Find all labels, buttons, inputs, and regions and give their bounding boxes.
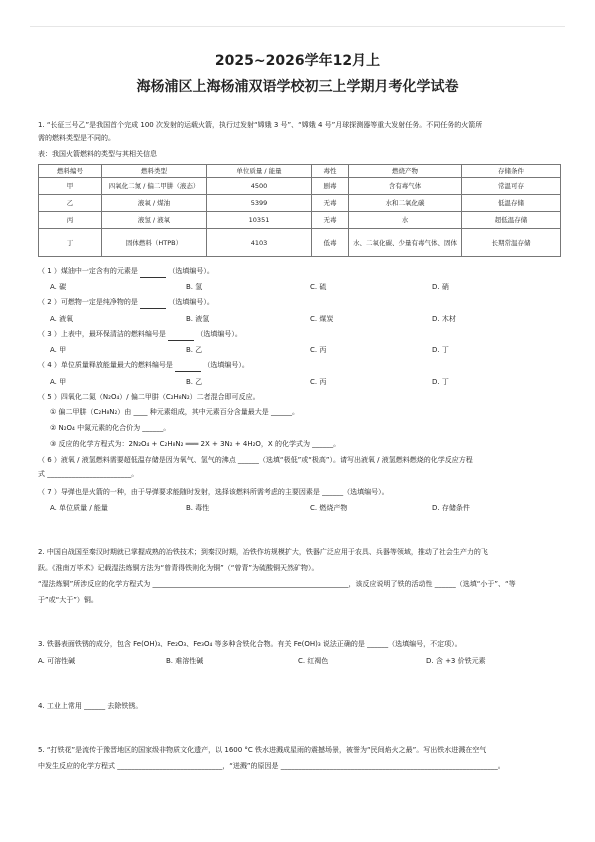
table-cell: 常温可存: [462, 178, 561, 195]
table-cell: 低毒: [312, 229, 349, 257]
q1-sub1-text: （ 1 ）煤油中一定含有的元素是: [38, 267, 138, 275]
q1-sub3-option-c[interactable]: C. 丙: [310, 346, 327, 354]
title-line-2: 海杨浦区上海杨浦双语学校初三上学期月考化学试卷: [136, 79, 459, 95]
q1-sub5-part1: ① 偏二甲肼（C₂H₈N₂）由 ____ 种元素组成，其中元素百分含量最大是 ______。: [50, 408, 299, 416]
q1-sub4-option-b[interactable]: B. 乙: [186, 378, 203, 386]
table-row: [39, 212, 561, 229]
answer-blank[interactable]: [140, 277, 166, 278]
table-cell: 液氧 / 煤油: [102, 195, 207, 212]
q3-line-1: 3. 铁器表面铁锈的成分，包含 Fe(OH)₃、Fe₂O₃、Fe₃O₄ 等多种含铁化合物。有关 Fe(OH)₃ 说法正确的是 ______（选填编号，不定项）。: [38, 640, 462, 648]
table-row: [39, 229, 561, 257]
q3-option-b[interactable]: B. 难溶性碱: [166, 657, 204, 665]
table-cell: 超低温存储: [462, 212, 561, 229]
q1-sub4: [38, 359, 563, 372]
q1-sub3-option-a[interactable]: A. 甲: [50, 346, 67, 354]
table-cell: 水和二氧化碳: [349, 195, 462, 212]
q1-sub2-option-a[interactable]: A. 液氧: [50, 315, 74, 323]
q1-sub1: [38, 265, 563, 278]
table-header-row: [39, 165, 561, 178]
q1-sub1-option-d[interactable]: D. 硝: [432, 283, 449, 291]
table-row: [39, 195, 561, 212]
table-row: [39, 178, 561, 195]
q1-sub3-tail: （选填编号）。: [196, 330, 242, 338]
q1-sub7: （ 7 ）导弹也是火箭的一种，由于导弹要求能随时发射，选择该燃料所需考虑的主要因素是 ______（选填编号）。: [38, 488, 389, 496]
table-header-cell: 燃料类型: [102, 165, 207, 178]
table-cell: 10351: [207, 212, 312, 229]
q1-sub5-part2: ② N₂O₄ 中氮元素的化合价为 ______。: [50, 424, 171, 432]
table-header-cell: 燃烧产物: [349, 165, 462, 178]
q1-sub7-option-d[interactable]: D. 存储条件: [432, 504, 470, 512]
q1-sub2-text: （ 2 ）可燃物一定是纯净物的是: [38, 298, 138, 306]
q1-sub4-text: （ 4 ）单位质量释放能量最大的燃料编号是: [38, 361, 173, 369]
q1-sub1-option-a[interactable]: A. 碳: [50, 283, 67, 291]
table-cell: 剧毒: [312, 178, 349, 195]
table-cell: 无毒: [312, 212, 349, 229]
q1-sub6-line1: （ 6 ）液氧 / 液氢燃料需要超低温存储是因为氧气、氢气的沸点 ______（选填“极低”或“极高”）。请写出液氧 / 液氢燃料燃烧的化学反应方程: [38, 456, 473, 464]
q1-sub5-part3: ③ 反应的化学方程式为：2N₂O₄ + C₂H₈N₂ ═══ 2X + 3N₂ + 4H₂O，X 的化学式为 ______。: [50, 440, 341, 448]
q1-sub2-option-c[interactable]: C. 煤炭: [310, 315, 334, 323]
table-cell: 丙: [39, 212, 102, 229]
q1-sub2-option-b[interactable]: B. 液氢: [186, 315, 210, 323]
answer-blank[interactable]: [175, 371, 201, 372]
table-header-cell: 存储条件: [462, 165, 561, 178]
q4-line-1: 4. 工业上常用 ______ 去除铁锈。: [38, 702, 143, 710]
top-divider: [30, 26, 565, 27]
table-header-cell: 毒性: [312, 165, 349, 178]
q5-line-1: 5. “打铁花”是流传于豫晋地区的国家级非物质文化遗产，以 1600 °C 铁水进溅成星雨的震撼场景，被誉为“民间焰火之最”。写出铁水进溅在空气: [38, 746, 487, 754]
table-cell: 4103: [207, 229, 312, 257]
q1-table-caption: 表：我国火箭燃料的类型与其相关信息: [38, 150, 157, 158]
table-cell: 无毒: [312, 195, 349, 212]
q1-sub7-option-a[interactable]: A. 单位质量 / 能量: [50, 504, 108, 512]
q1-sub3: [38, 328, 563, 341]
q3-option-a[interactable]: A. 可溶性碱: [38, 657, 76, 665]
table-header-cell: 单位质量 / 能量: [207, 165, 312, 178]
q1-sub5: （ 5 ）四氧化二氮（N₂O₄）/ 偏二甲肼（C₂H₈N₂）二者混合即可反应。: [38, 393, 260, 401]
table-cell: 乙: [39, 195, 102, 212]
answer-blank[interactable]: [168, 340, 194, 341]
q1-sub1-option-b[interactable]: B. 氢: [186, 283, 203, 291]
q1-sub3-option-b[interactable]: B. 乙: [186, 346, 203, 354]
table-cell: 4500: [207, 178, 312, 195]
answer-blank[interactable]: [140, 308, 166, 309]
q2-line-2: 跃。《淮南万毕术》记载湿法炼铜方法为“曾青得铁则化为铜”（“曾青”为硫酸铜天然矿物）。: [38, 564, 319, 572]
q3-option-c[interactable]: C. 红褐色: [298, 657, 329, 665]
q2-line-1: 2. 中国自战国至秦汉时期就已掌握成熟的冶铁技术；到秦汉时期，冶铁作坊规模扩大，铁器广泛应用于农具、兵器等领域，推动了社会生产力的飞: [38, 548, 488, 556]
q1-sub3-text: （ 3 ）上表中，最环保清洁的燃料编号是: [38, 330, 166, 338]
q1-stem-line-1: 1. “长征三号乙”是我国首个完成 100 次发射的运载火箭，执行过发射“嫦娥 3 号”、“嫦娥 4 号”月球探测器等重大发射任务。不同任务的火箭所: [38, 121, 483, 129]
q1-sub4-option-c[interactable]: C. 丙: [310, 378, 327, 386]
q1-sub4-tail: （选填编号）。: [203, 361, 249, 369]
q2-line-3: “湿法炼铜”所涉反应的化学方程式为 ________________________________________________________，该反应说明了铁的活动性 ______（选填“小于”、“等: [38, 580, 516, 588]
table-cell: 四氧化二氮 / 偏二甲肼（液态）: [102, 178, 207, 195]
q1-sub7-option-b[interactable]: B. 毒性: [186, 504, 210, 512]
q1-sub6-line2: 式 ________________________。: [38, 470, 139, 478]
table-cell: 丁: [39, 229, 102, 257]
q1-sub7-option-c[interactable]: C. 燃烧产物: [310, 504, 348, 512]
fuel-table: [38, 164, 561, 257]
table-cell: 固体燃料（HTPB）: [102, 229, 207, 257]
q1-sub4-option-d[interactable]: D. 丁: [432, 378, 449, 386]
q1-sub1-option-c[interactable]: C. 硫: [310, 283, 327, 291]
q1-sub3-option-d[interactable]: D. 丁: [432, 346, 449, 354]
q2-line-4: 于”或“大于”）铜。: [38, 596, 98, 604]
q1-sub2-option-d[interactable]: D. 木材: [432, 315, 456, 323]
table-cell: 5399: [207, 195, 312, 212]
table-cell: 水: [349, 212, 462, 229]
table-cell: 低温存储: [462, 195, 561, 212]
table-cell: 水、二氧化碳、少量有毒气体、固体: [349, 229, 462, 257]
q5-line-2: 中发生反应的化学方程式 ______________________________，“迸溅”的原因是 ______________________________________________________________。: [38, 762, 505, 770]
q1-sub4-option-a[interactable]: A. 甲: [50, 378, 67, 386]
q1-sub2: [38, 296, 563, 309]
table-header-cell: 燃料编号: [39, 165, 102, 178]
table-cell: 长期常温存储: [462, 229, 561, 257]
table-cell: 液氢 / 液氧: [102, 212, 207, 229]
q1-sub1-tail: （选填编号）。: [168, 267, 214, 275]
table-cell: 含有毒气体: [349, 178, 462, 195]
q1-stem-line-2: 需的燃料类型是不同的。: [38, 134, 115, 142]
title-line-1: 2025~2026学年12月上: [214, 53, 381, 69]
q3-option-d[interactable]: D. 含 +3 价铁元素: [426, 657, 486, 665]
q1-sub2-tail: （选填编号）。: [168, 298, 214, 306]
table-cell: 甲: [39, 178, 102, 195]
